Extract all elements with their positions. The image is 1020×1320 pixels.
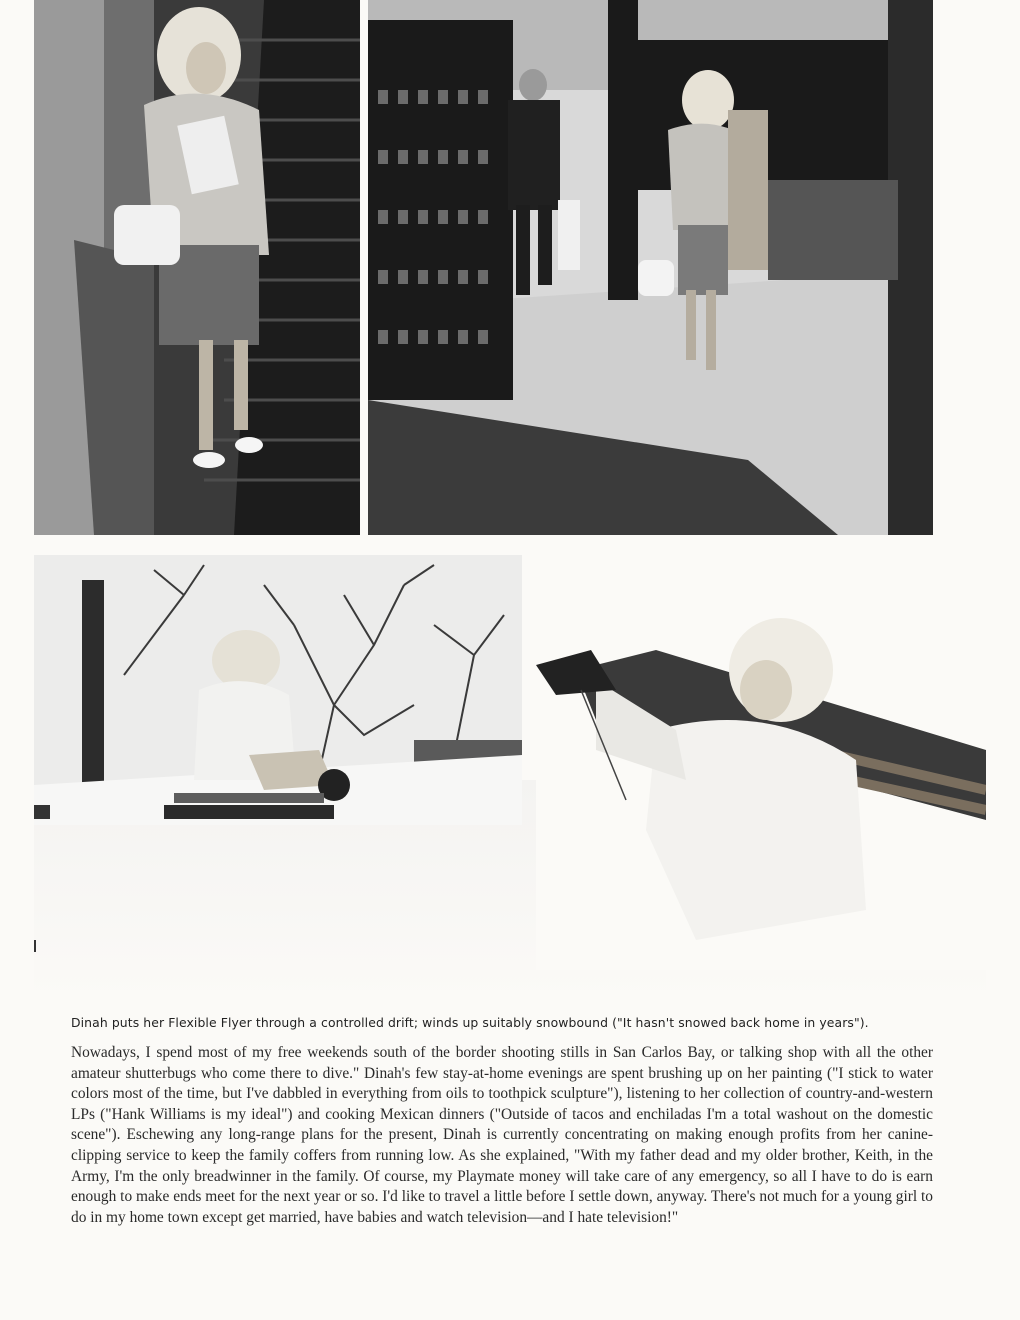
photo-escalator	[34, 0, 360, 535]
scan-mark-left-2	[34, 940, 36, 952]
photo-caption: Dinah puts her Flexible Flyer through a controlled drift; winds up suitably snowbound ("It hasn't snowed back home in years").	[71, 1015, 869, 1030]
photo-gate	[368, 0, 933, 535]
scan-mark-left-1	[34, 805, 50, 819]
photo-sled	[34, 555, 522, 825]
article-body-text: Nowadays, I spend most of my free weekends south of the border shooting stills in San Carlos Bay, or talking shop with all the other amateur shutterbugs who come there to dive." Dinah's few stay-at-home evenings are spent brushing up on her painting ("I stick to water colors most of the time, but I've dabbled in everything from oils to toothpick sculpture"), listening to her collection of country-and-western LPs ("Hank Williams is my ideal") and cooking Mexican dinners ("Outside of tacos and enchiladas I'm a total washout on the domestic scene"). Eschewing any long-range plans for the present, Dinah is currently concentrating on making enough profits from her canine-clipping service to keep the family coffers from running low. As she explained, "With my father dead and my older brother, Keith, in the Army, I'm the only breadwinner in the family. Of course, my Playmate money will take care of any emergency, so all I have to do is earn enough to make ends meet for the next year or so. I'd like to travel a little before I settle down, anyway. There's not much for a young girl to do in my home town except get married, have babies and watch television—and I hate television!"	[71, 1044, 933, 1226]
photo-snowbound	[536, 610, 986, 970]
